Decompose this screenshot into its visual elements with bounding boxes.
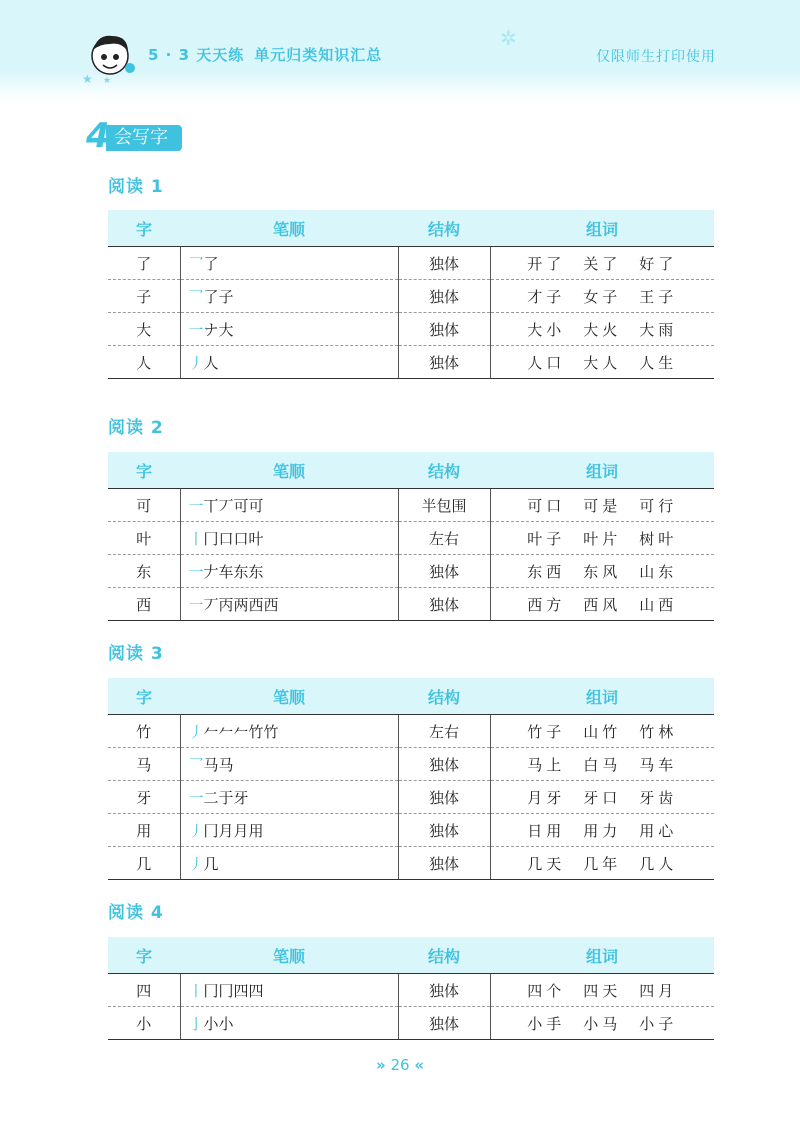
section-label: 会写字	[106, 125, 182, 151]
words-cell	[490, 346, 714, 379]
arrow-left-icon: «	[414, 1056, 425, 1074]
word-item: 大小	[527, 320, 566, 339]
header-title	[148, 44, 382, 65]
stroke-first: 乛	[188, 254, 204, 273]
word-item: 关了	[583, 254, 622, 273]
column-header-strokes: 笔顺	[180, 937, 398, 974]
reading-title: 阅读 2	[108, 418, 164, 438]
structure-cell: 左右	[398, 715, 490, 748]
page-number	[0, 1056, 800, 1074]
stroke-sequence: 冂口口叶	[203, 529, 264, 548]
column-header-words: 组词	[490, 210, 714, 247]
stroke-order-cell	[180, 247, 398, 280]
words-cell	[490, 715, 714, 748]
word-item: 马车	[639, 755, 678, 774]
snowflake-icon: ✲	[500, 26, 517, 50]
stroke-order-cell	[180, 588, 398, 621]
stroke-order-cell	[180, 715, 398, 748]
word-item: 好了	[639, 254, 678, 273]
star-icon: ★	[103, 76, 112, 86]
stroke-order-cell	[180, 1007, 398, 1040]
word-item: 四个	[527, 981, 566, 1000]
stroke-order-cell	[180, 748, 398, 781]
table-row	[108, 346, 714, 379]
structure-cell: 独体	[398, 1007, 490, 1040]
table-row	[108, 715, 714, 748]
words-cell	[490, 522, 714, 555]
word-item: 山东	[639, 562, 678, 581]
stroke-sequence: 人	[203, 353, 219, 372]
words-cell	[490, 489, 714, 522]
character-cell: 了	[108, 247, 180, 280]
table-row	[108, 974, 714, 1007]
stroke-first: 一	[188, 320, 204, 339]
words-cell	[490, 280, 714, 313]
structure-cell: 独体	[398, 814, 490, 847]
word-item: 叶片	[583, 529, 622, 548]
column-header-char: 字	[108, 210, 180, 247]
column-header-char: 字	[108, 937, 180, 974]
stroke-first: 丿	[188, 722, 204, 741]
structure-cell: 独体	[398, 247, 490, 280]
stroke-order-cell	[180, 814, 398, 847]
structure-cell: 左右	[398, 522, 490, 555]
column-header-words: 组词	[490, 452, 714, 489]
stroke-first: 丨	[188, 981, 204, 1000]
stroke-first: 丿	[188, 353, 204, 372]
word-item: 西方	[527, 595, 566, 614]
word-item: 几天	[527, 854, 566, 873]
column-header-structure: 结构	[398, 937, 490, 974]
stroke-first: 亅	[188, 1014, 204, 1033]
character-cell: 子	[108, 280, 180, 313]
stroke-first: 丨	[188, 529, 204, 548]
structure-cell: 半包围	[398, 489, 490, 522]
words-cell	[490, 974, 714, 1007]
words-cell	[490, 588, 714, 621]
word-item: 四月	[639, 981, 678, 1000]
reading-title: 阅读 3	[108, 644, 164, 664]
word-item: 才子	[527, 287, 566, 306]
word-item: 大人	[583, 353, 622, 372]
reading-title: 阅读 4	[108, 903, 164, 923]
structure-cell: 独体	[398, 588, 490, 621]
stroke-first: 一	[188, 595, 204, 614]
column-header-strokes: 笔顺	[180, 452, 398, 489]
stroke-order-cell	[180, 974, 398, 1007]
word-table	[108, 678, 714, 880]
column-header-words: 组词	[490, 937, 714, 974]
stroke-sequence: 冂月月用	[203, 821, 264, 840]
arrow-right-icon: »	[375, 1056, 386, 1074]
stroke-order-cell	[180, 280, 398, 313]
word-item: 东西	[527, 562, 566, 581]
stroke-first: 乛	[188, 755, 204, 774]
word-item: 王子	[639, 287, 678, 306]
character-cell: 四	[108, 974, 180, 1007]
structure-cell: 独体	[398, 847, 490, 880]
structure-cell: 独体	[398, 974, 490, 1007]
character-cell: 叶	[108, 522, 180, 555]
character-cell: 西	[108, 588, 180, 621]
word-item: 马上	[527, 755, 566, 774]
column-header-char: 字	[108, 452, 180, 489]
word-item: 可口	[527, 496, 566, 515]
words-cell	[490, 313, 714, 346]
word-table	[108, 937, 714, 1040]
stroke-sequence: 二于牙	[203, 788, 249, 807]
stroke-first: 丿	[188, 821, 204, 840]
word-item: 白马	[583, 755, 622, 774]
character-cell: 小	[108, 1007, 180, 1040]
stroke-order-cell	[180, 346, 398, 379]
structure-cell: 独体	[398, 781, 490, 814]
stroke-sequence: 𠂇车东东	[203, 562, 264, 581]
stroke-sequence: 丆丙两西西	[203, 595, 279, 614]
stroke-sequence: 了	[203, 254, 219, 273]
column-header-structure: 结构	[398, 210, 490, 247]
word-item: 人生	[639, 353, 678, 372]
word-item: 人口	[527, 353, 566, 372]
character-cell: 大	[108, 313, 180, 346]
stroke-sequence: ナ大	[203, 320, 234, 339]
word-item: 竹林	[639, 722, 678, 741]
character-cell: 可	[108, 489, 180, 522]
word-item: 山西	[639, 595, 678, 614]
character-cell: 东	[108, 555, 180, 588]
stroke-sequence: 了子	[203, 287, 234, 306]
stroke-first: 一	[188, 562, 204, 581]
stroke-sequence: 马马	[203, 755, 234, 774]
table-row	[108, 748, 714, 781]
word-item: 牙齿	[639, 788, 678, 807]
series-subtitle: 单元归类知识汇总	[254, 46, 383, 64]
column-header-structure: 结构	[398, 678, 490, 715]
word-item: 女子	[583, 287, 622, 306]
word-item: 树叶	[639, 529, 678, 548]
words-cell	[490, 781, 714, 814]
word-item: 用心	[639, 821, 678, 840]
character-cell: 竹	[108, 715, 180, 748]
column-header-char: 字	[108, 678, 180, 715]
character-cell: 人	[108, 346, 180, 379]
stroke-first: 一	[188, 496, 204, 515]
table-row	[108, 847, 714, 880]
word-item: 可是	[583, 496, 622, 515]
word-item: 开了	[527, 254, 566, 273]
column-header-strokes: 笔顺	[180, 678, 398, 715]
column-header-strokes: 笔顺	[180, 210, 398, 247]
character-cell: 马	[108, 748, 180, 781]
word-item: 西风	[583, 595, 622, 614]
word-item: 日用	[527, 821, 566, 840]
character-cell: 几	[108, 847, 180, 880]
table-row	[108, 247, 714, 280]
table-row	[108, 489, 714, 522]
usage-note: 仅限师生打印使用	[596, 49, 716, 65]
character-cell: 牙	[108, 781, 180, 814]
word-item: 几年	[583, 854, 622, 873]
stroke-order-cell	[180, 781, 398, 814]
table-row	[108, 781, 714, 814]
words-cell	[490, 247, 714, 280]
reading-title: 阅读 1	[108, 177, 164, 197]
words-cell	[490, 847, 714, 880]
stroke-order-cell	[180, 555, 398, 588]
table-row	[108, 280, 714, 313]
word-item: 用力	[583, 821, 622, 840]
words-cell	[490, 555, 714, 588]
structure-cell: 独体	[398, 346, 490, 379]
page-number-value: 26	[390, 1056, 410, 1074]
table-row	[108, 313, 714, 346]
structure-cell: 独体	[398, 748, 490, 781]
words-cell	[490, 814, 714, 847]
word-item: 竹子	[527, 722, 566, 741]
stroke-sequence: 冂冂四四	[203, 981, 264, 1000]
stroke-sequence: 丅丆可可	[203, 496, 264, 515]
stroke-order-cell	[180, 489, 398, 522]
word-item: 四天	[583, 981, 622, 1000]
structure-cell: 独体	[398, 555, 490, 588]
word-item: 大火	[583, 320, 622, 339]
structure-cell: 独体	[398, 280, 490, 313]
word-item: 山竹	[583, 722, 622, 741]
table-row	[108, 1007, 714, 1040]
table-row	[108, 555, 714, 588]
star-icon: ★	[82, 72, 93, 86]
word-table	[108, 452, 714, 621]
word-item: 大雨	[639, 320, 678, 339]
word-item: 小手	[527, 1014, 566, 1033]
word-item: 牙口	[583, 788, 622, 807]
section-number: 4	[86, 116, 110, 156]
character-cell: 用	[108, 814, 180, 847]
stroke-first: 一	[188, 788, 204, 807]
column-header-words: 组词	[490, 678, 714, 715]
word-item: 东风	[583, 562, 622, 581]
stroke-sequence: 小小	[203, 1014, 234, 1033]
column-header-structure: 结构	[398, 452, 490, 489]
stroke-order-cell	[180, 847, 398, 880]
table-row	[108, 814, 714, 847]
word-item: 可行	[639, 496, 678, 515]
table-row	[108, 588, 714, 621]
word-item: 小子	[639, 1014, 678, 1033]
stroke-sequence: 𠂉𠂉𠂉竹竹	[203, 722, 279, 741]
words-cell	[490, 1007, 714, 1040]
words-cell	[490, 748, 714, 781]
table-row	[108, 522, 714, 555]
word-item: 几人	[639, 854, 678, 873]
word-item: 小马	[583, 1014, 622, 1033]
stroke-order-cell	[180, 522, 398, 555]
word-item: 月牙	[527, 788, 566, 807]
word-table	[108, 210, 714, 379]
stroke-order-cell	[180, 313, 398, 346]
stroke-first: 乛	[188, 287, 204, 306]
structure-cell: 独体	[398, 313, 490, 346]
stroke-sequence: 几	[203, 854, 219, 873]
stroke-first: 丿	[188, 854, 204, 873]
word-item: 叶子	[527, 529, 566, 548]
series-title: 5 · 3 天天练	[148, 46, 245, 64]
